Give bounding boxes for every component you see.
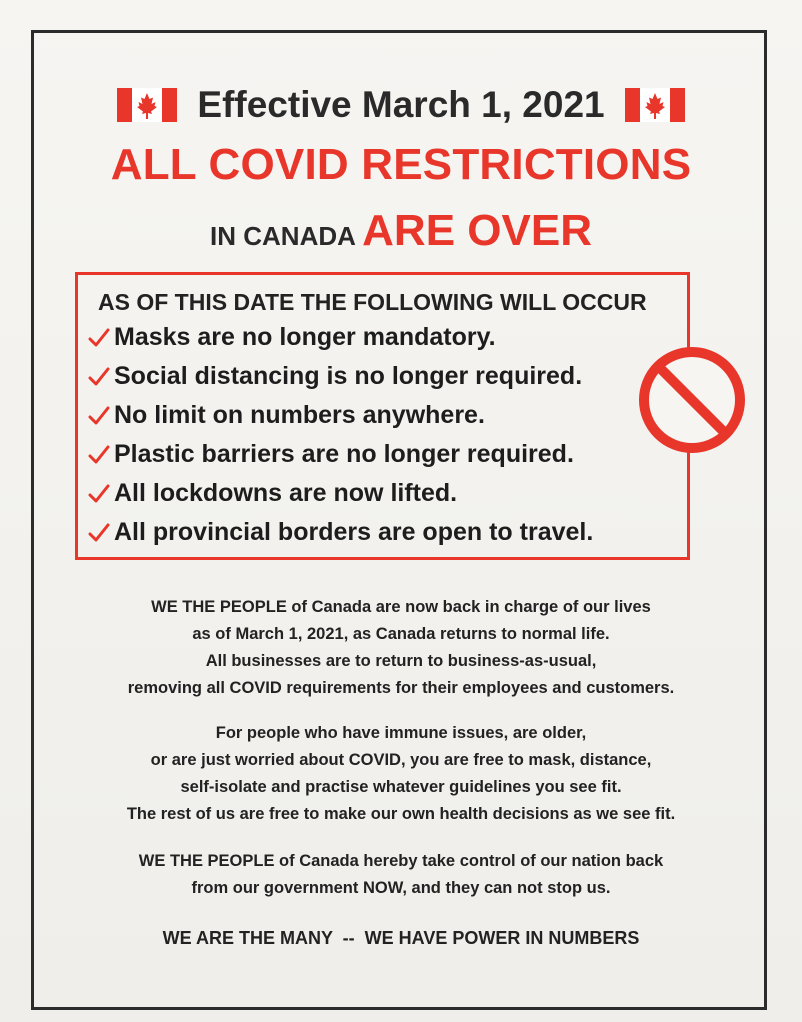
restrictions-box-title: AS OF THIS DATE THE FOLLOWING WILL OCCUR — [98, 289, 647, 315]
main-headline: ALL COVID RESTRICTIONS — [110, 140, 692, 189]
paragraph-line: All businesses are to return to business-as-usual, — [205, 652, 597, 670]
checkmark-icon — [88, 405, 110, 427]
closing-slogan: WE ARE THE MANY -- WE HAVE POWER IN NUMBERS — [162, 928, 640, 948]
canada-flag-icon-right — [625, 88, 685, 122]
no-sign-icon — [636, 344, 748, 456]
checkmark-icon — [88, 522, 110, 544]
paragraph-line: self-isolate and practise whatever guidelines you see fit. — [180, 778, 622, 796]
paragraph-line: or are just worried about COVID, you are free to mask, distance, — [150, 751, 652, 769]
subheadline — [0, 206, 802, 256]
paragraph-take-control — [40, 848, 762, 902]
paragraph-we-the-people — [40, 594, 762, 702]
paragraph-line: removing all COVID requirements for their employees and customers. — [127, 679, 675, 697]
checkmark-icon — [88, 444, 110, 466]
paragraph-line: from our government NOW, and they can not stop us. — [191, 879, 611, 897]
paragraph-line: WE THE PEOPLE of Canada hereby take control of our nation back — [138, 852, 664, 870]
list-item — [88, 318, 593, 357]
list-item-text: All provincial borders are open to travel. — [114, 518, 594, 546]
list-item-text: Social distancing is no longer required. — [114, 362, 583, 390]
effective-date-heading: Effective March 1, 2021 — [197, 84, 605, 125]
list-item — [88, 396, 593, 435]
paragraph-immune-issues — [40, 720, 762, 828]
paragraph-line: as of March 1, 2021, as Canada returns to normal life. — [192, 625, 610, 643]
paragraph-line: For people who have immune issues, are older, — [215, 724, 587, 742]
subheadline-small-text: IN CANADA — [210, 221, 363, 251]
list-item — [88, 513, 593, 552]
paragraph-line: The rest of us are free to make our own health decisions as we see fit. — [126, 805, 676, 823]
checkmark-icon — [88, 327, 110, 349]
subheadline-large-text: ARE OVER — [362, 206, 592, 255]
list-item — [88, 435, 593, 474]
canada-flag-icon-left — [117, 88, 177, 122]
restrictions-list — [88, 318, 593, 552]
list-item-text: All lockdowns are now lifted. — [114, 479, 458, 507]
header-line — [0, 78, 802, 132]
list-item-text: No limit on numbers anywhere. — [114, 401, 485, 429]
list-item — [88, 357, 593, 396]
checkmark-icon — [88, 483, 110, 505]
list-item-text: Plastic barriers are no longer required. — [114, 440, 574, 468]
list-item — [88, 474, 593, 513]
list-item-text: Masks are no longer mandatory. — [114, 323, 496, 351]
paragraph-line: WE THE PEOPLE of Canada are now back in charge of our lives — [151, 598, 651, 616]
checkmark-icon — [88, 366, 110, 388]
